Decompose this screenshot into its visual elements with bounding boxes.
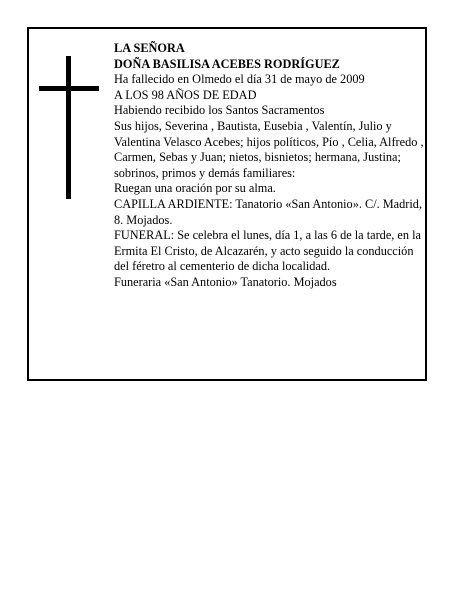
cross-icon xyxy=(39,56,99,199)
funeral-home-line: Funeraria «San Antonio» Tanatorio. Mojados xyxy=(114,274,337,289)
chapel-paragraph: CAPILLA ARDIENTE: Tanatorio «San Antonio». C/. Madrid, 8. Mojados. xyxy=(114,196,423,227)
cross-vertical-bar xyxy=(66,56,71,199)
age-line: A LOS 98 AÑOS DE EDAD xyxy=(114,87,257,102)
obituary-notice xyxy=(27,27,427,381)
sacraments-line: Habiendo recibido los Santos Sacramentos xyxy=(114,103,325,118)
obituary-text xyxy=(114,41,424,291)
funeral-paragraph: FUNERAL: Se celebra el lunes, día 1, a las 6 de la tarde, en la Ermita El Cristo, de Alcazarén, y acto seguido la conducción del féretro al cementerio de dicha localidad. xyxy=(114,228,421,274)
cross-horizontal-bar xyxy=(39,86,99,91)
death-line: Ha fallecido en Olmedo el día 31 de mayo de 2009 xyxy=(114,72,365,87)
prayer-line: Ruegan una oración por su alma. xyxy=(114,181,276,196)
family-paragraph: Sus hijos, Severina , Bautista, Eusebia , Valentín, Julio y Valentina Velasco Acebes; hijos políticos, Pío , Celia, Alfredo , Carmen, Sebas y Juan; nietos, bisnietos; hermana, Justina; sobrinos, primos y demás familiares: xyxy=(114,118,424,180)
notice-title: LA SEÑORA xyxy=(114,41,185,55)
deceased-name: DOÑA BASILISA ACEBES RODRÍGUEZ xyxy=(114,56,340,71)
